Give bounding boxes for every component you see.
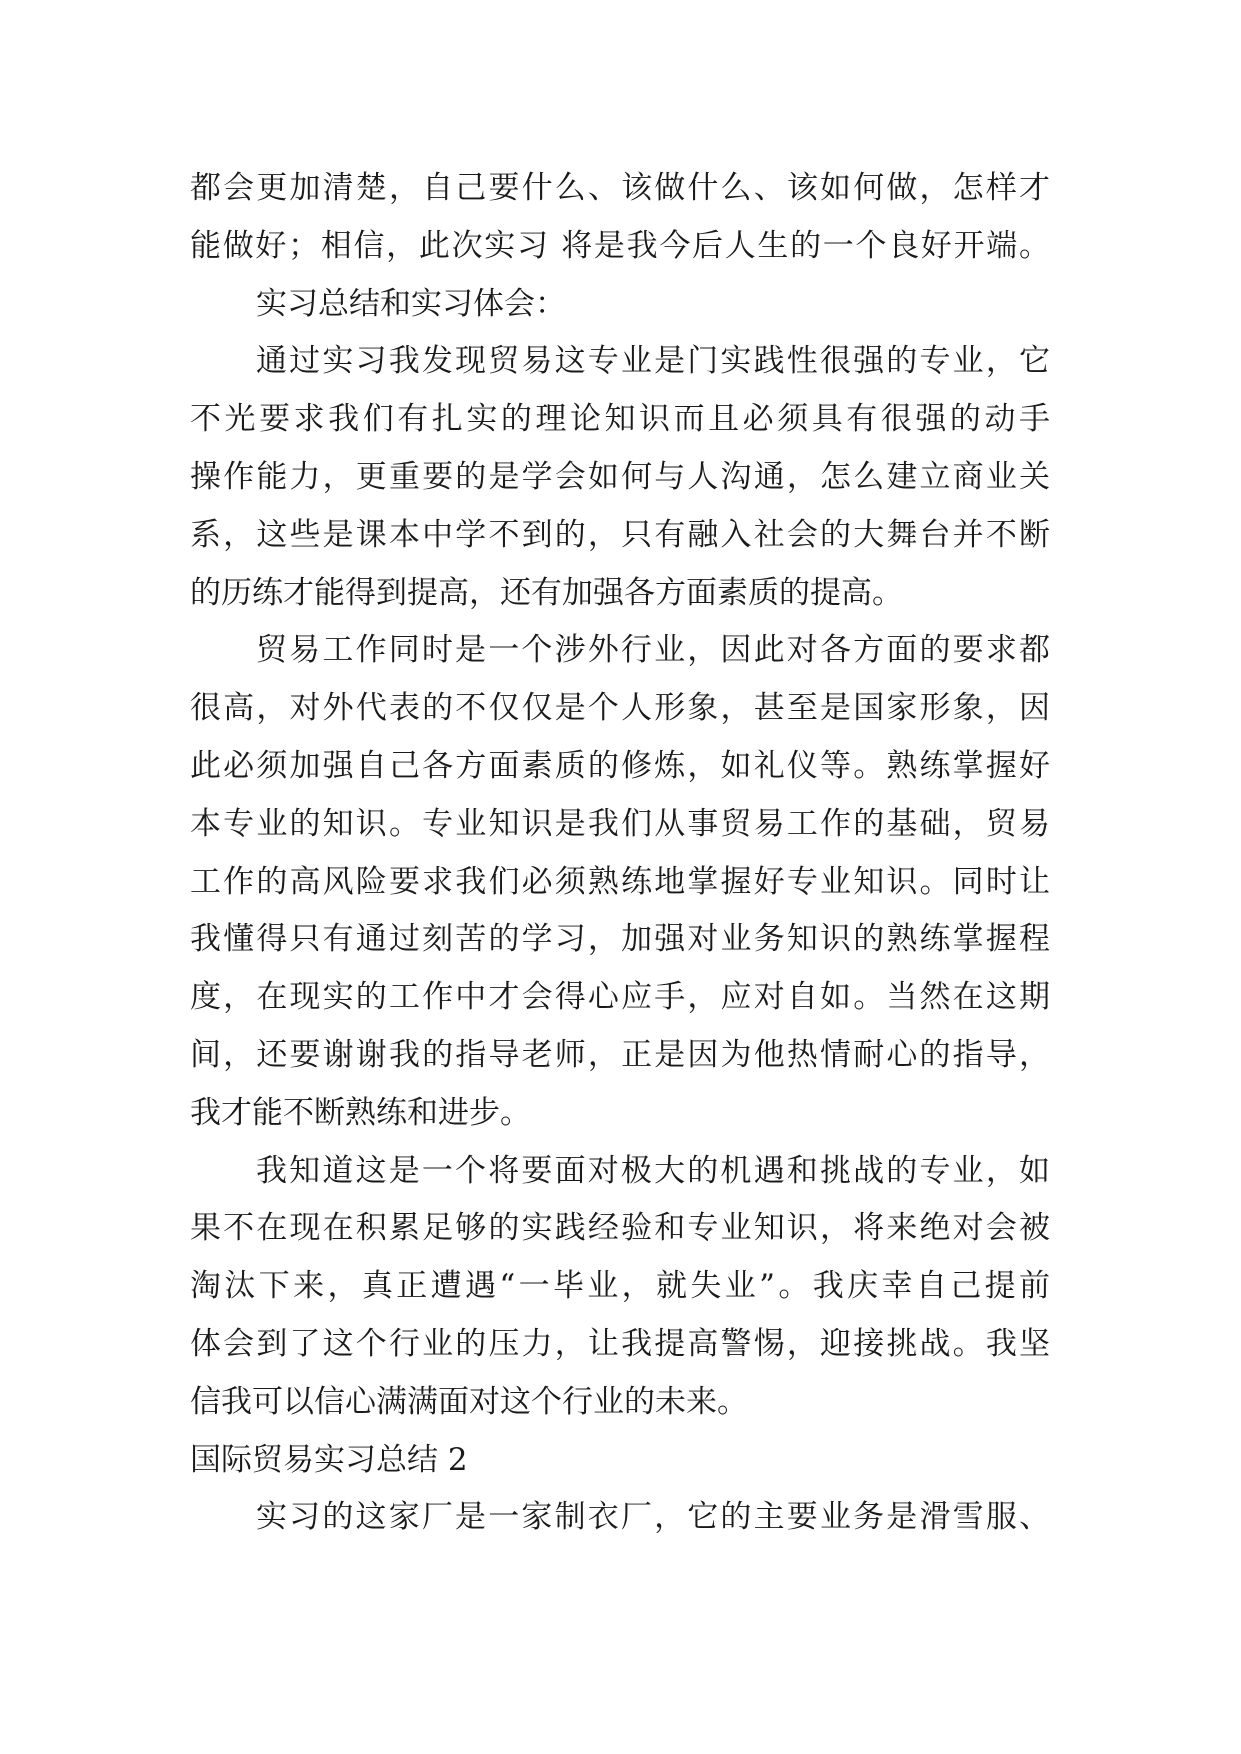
text-line: 通过实习我发现贸易这专业是门实践性很强的专业，它 (256, 343, 1050, 380)
text-line: 度，在现实的工作中才会得心应手，应对自如。当然在这期 (190, 979, 1050, 1016)
text-line: 的历练才能得到提高，还有加强各方面素质的提高。 (190, 574, 903, 611)
text-line: 我才能不断熟练和进步。 (190, 1094, 531, 1131)
section-heading: 国际贸易实习总结 2 (190, 1441, 468, 1478)
document-body (190, 160, 1050, 1547)
text-line: 能做好；相信，此次实习 将是我今后人生的一个良好开端。 (190, 227, 1050, 264)
text-line: 信我可以信心满满面对这个行业的未来。 (190, 1383, 748, 1420)
text-line: 实习的这家厂是一家制衣厂，它的主要业务是滑雪服、 (256, 1499, 1050, 1536)
text-line: 本专业的知识。专业知识是我们从事贸易工作的基础，贸易 (190, 805, 1050, 842)
text-line: 贸易工作同时是一个涉外行业，因此对各方面的要求都 (256, 632, 1050, 669)
text-line: 间，还要谢谢我的指导老师，正是因为他热情耐心的指导， (190, 1036, 1050, 1073)
text-line: 都会更加清楚，自己要什么、该做什么、该如何做，怎样才 (190, 170, 1050, 206)
text-line: 操作能力，更重要的是学会如何与人沟通，怎么建立商业关 (190, 458, 1050, 495)
text-line: 系，这些是课本中学不到的，只有融入社会的大舞台并不断 (190, 516, 1050, 553)
text-line: 我懂得只有通过刻苦的学习，加强对业务知识的熟练掌握程 (190, 921, 1050, 958)
text-line: 不光要求我们有扎实的理论知识而且必须具有很强的动手 (190, 401, 1050, 438)
text-line: 体会到了这个行业的压力，让我提高警惕，迎接挑战。我坚 (190, 1325, 1050, 1362)
text-line: 很高，对外代表的不仅仅是个人形象，甚至是国家形象，因 (190, 690, 1050, 727)
text-line: 此必须加强自己各方面素质的修炼，如礼仪等。熟练掌握好 (190, 747, 1050, 784)
text-line: 果不在现在积累足够的实践经验和专业知识，将来绝对会被 (190, 1210, 1050, 1247)
text-line: 淘汰下来，真正遭遇“一毕业，就失业”。我庆幸自己提前 (190, 1268, 1050, 1305)
text-line: 工作的高风险要求我们必须熟练地掌握好专业知识。同时让 (190, 863, 1050, 900)
section-subheading: 实习总结和实习体会： (256, 285, 566, 322)
text-line: 我知道这是一个将要面对极大的机遇和挑战的专业，如 (256, 1152, 1050, 1189)
